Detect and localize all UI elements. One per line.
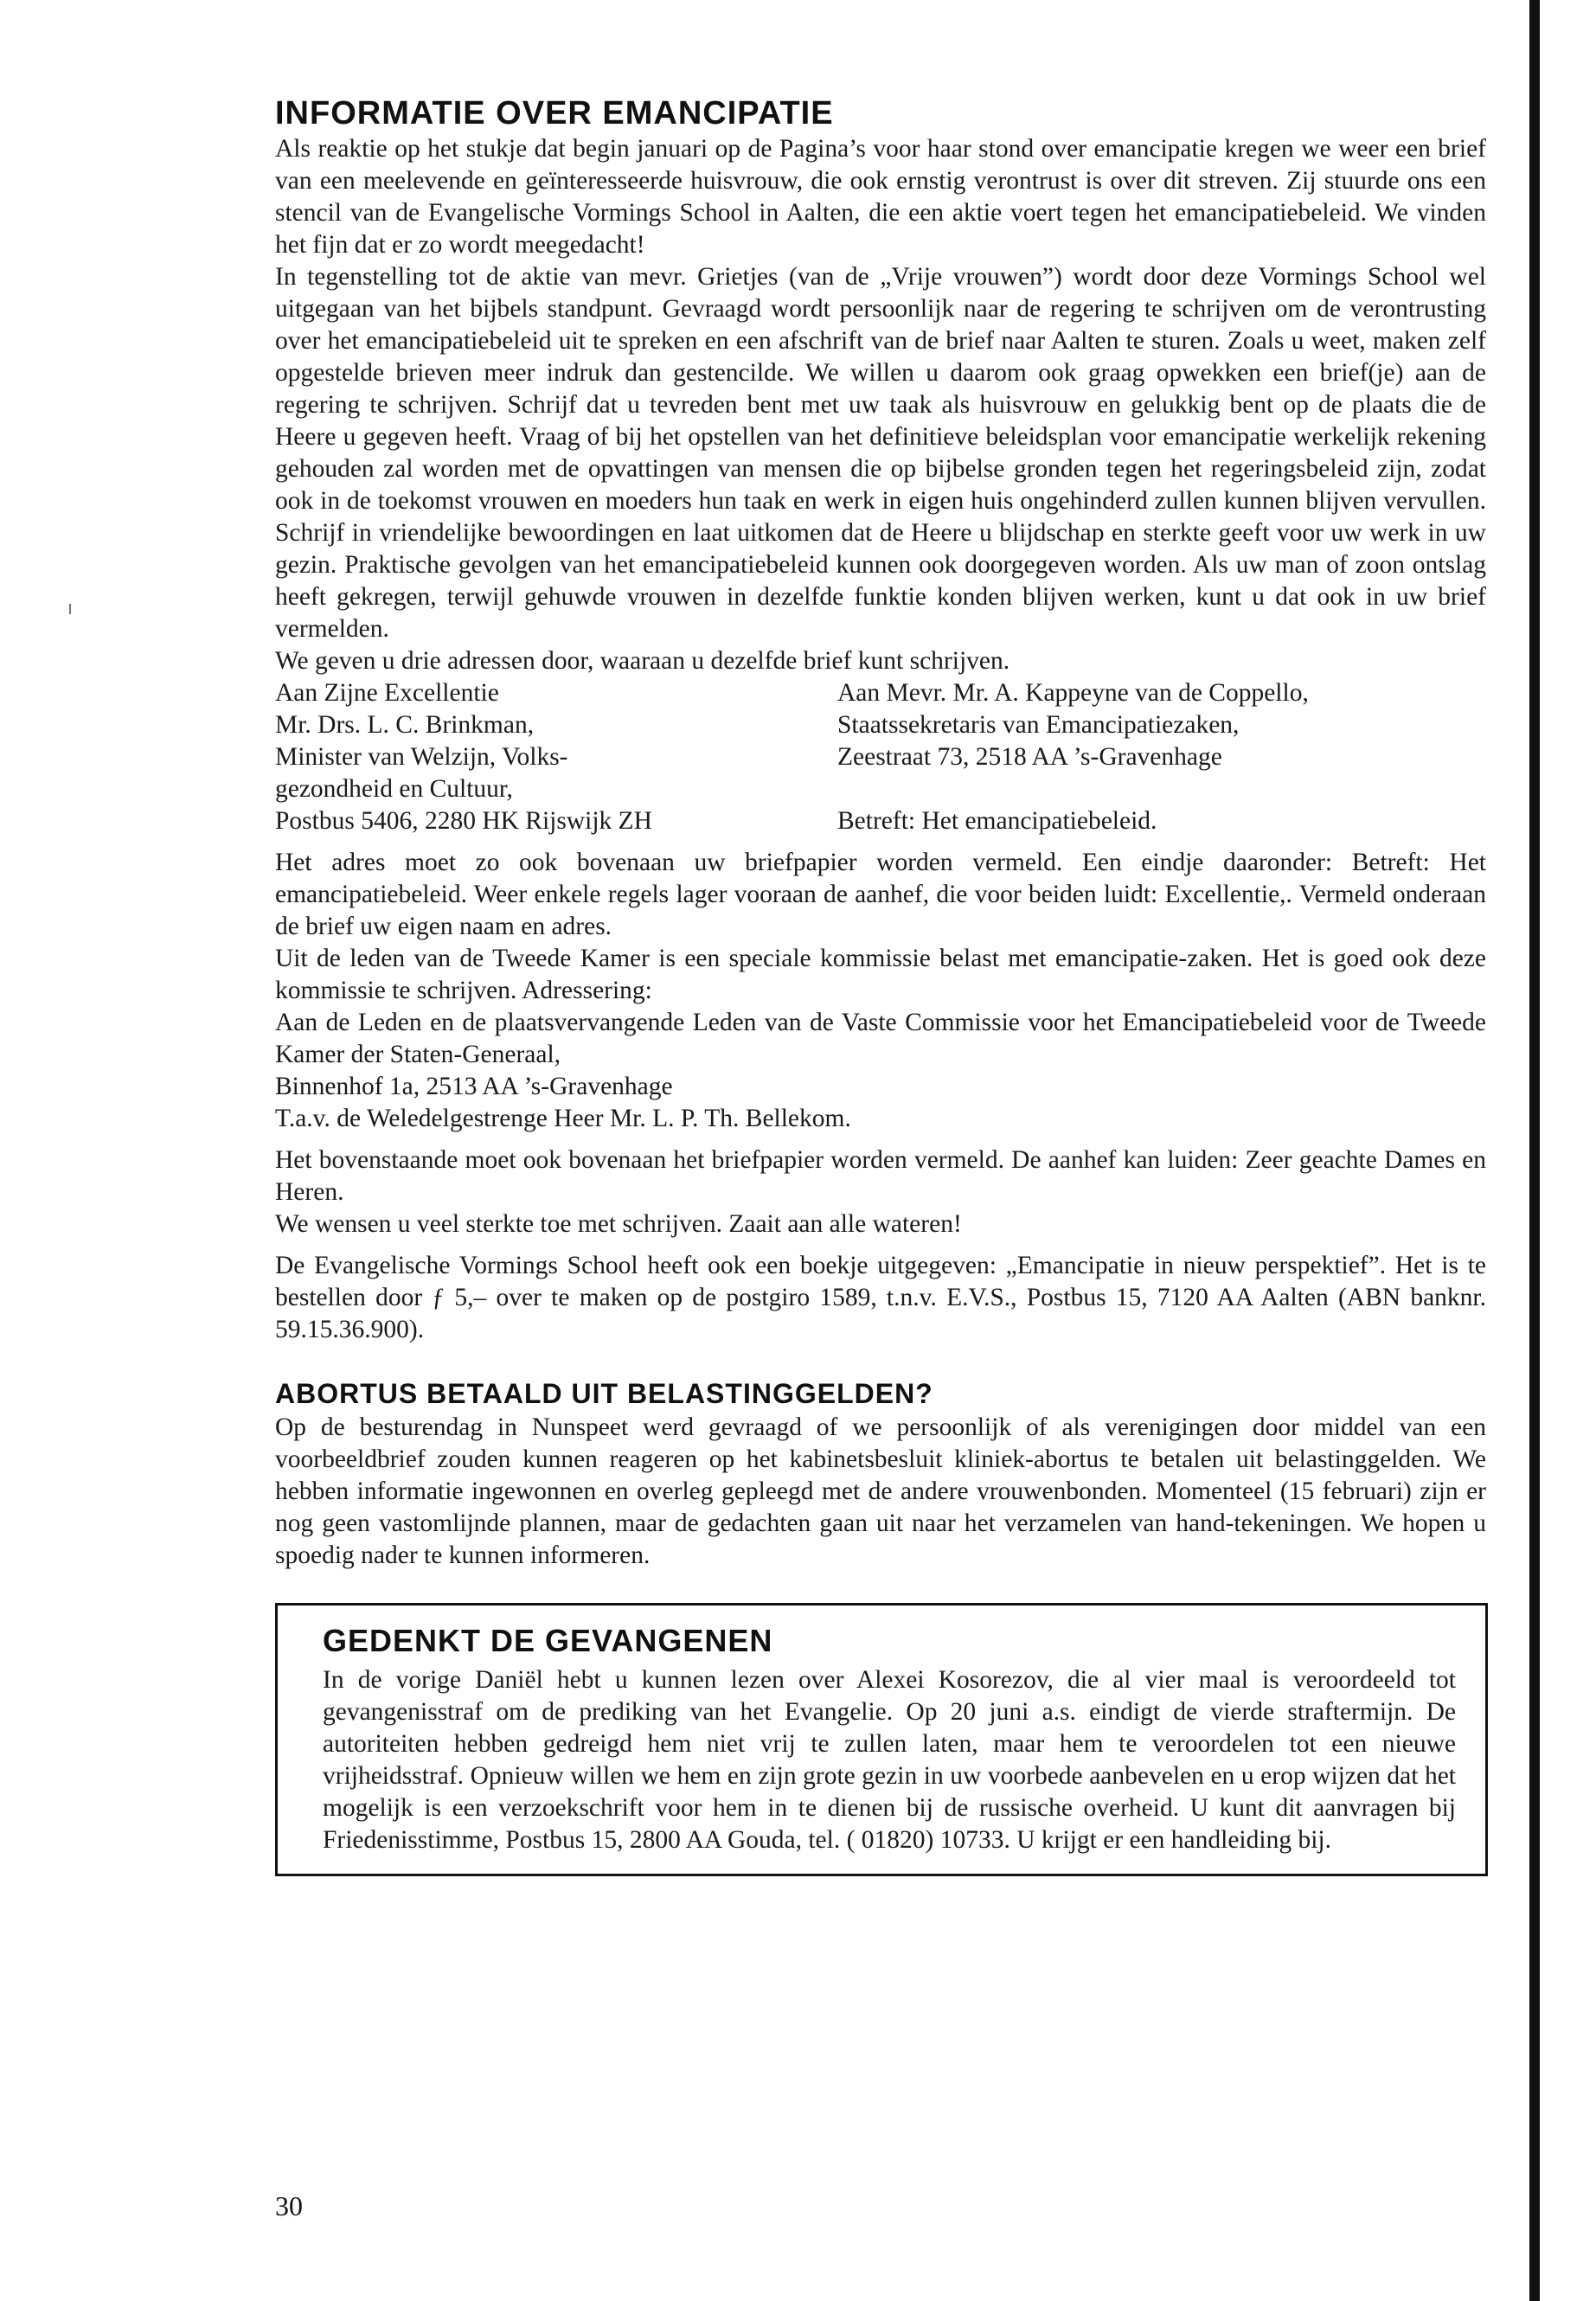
paragraph: In tegenstelling tot de aktie van mevr. Grietjes (van de „Vrije vrouwen”) wordt door deze Vormings School wel uitgegaan van het bijbels standpunt. Gevraagd wordt persoonlijk naar de regering te schrijven om de verontrusting over het emancipatiebeleid uit te spreken en een afschrift van de brief naar Aalten te sturen. Zoals u weet, maken zelf opgestelde brieven meer indruk dan gestencilde. We willen u daarom ook graag opwekken een brief(je) aan de regering te schrijven. Schrijf dat u tevreden bent met uw taak als huisvrouw en gelukkig bent op de plaats die de Heere u gegeven heeft. Vraag of bij het opstellen van het definitieve beleidsplan voor emancipatie werkelijk rekening gehouden zal worden met de opvattingen van mensen die op bijbelse gronden tegen het regeringsbeleid zijn, zodat ook in de toekomst vrouwen en moeders hun taak en werk in eigen huis ongehinderd zullen kunnen blijven vervullen. Schrijf in vriendelijke bewoordingen en laat uitkomen dat de Heere u blijdschap en sterkte geeft voor uw werk in uw gezin. Praktische gevolgen van het emancipatiebeleid kunnen ook doorgegeven worden. Als uw man of zoon ontslag heeft gekregen, terwijl gehuwde vrouwen in dezelfde funktie konden blijven werken, kunt u dat ook in uw brief vermelden. xyxy=(275,263,1486,643)
paragraph: Uit de leden van de Tweede Kamer is een speciale kommissie belast met emancipatie-zaken. Het is goed ook deze kommissie te schrijven. Adressering: xyxy=(275,945,1486,1004)
address-line xyxy=(837,773,1486,805)
paragraph: Aan de Leden en de plaatsvervangende Leden van de Vaste Commissie voor het Emancipatiebeleid voor de Tweede Kamer der Staten-Generaal, xyxy=(275,1009,1486,1068)
address-line: Postbus 5406, 2280 HK Rijswijk ZH xyxy=(275,807,652,835)
address-line: gezondheid en Cultuur, xyxy=(275,775,513,803)
paragraph: De Evangelische Vormings School heeft ook een boekje uitgegeven: „Emancipatie in nieuw perspektief”. Het is te bestellen door ƒ 5,– over te maken op de postgiro 1589, t.n.v. E.V.S., Postbus 15, 7120 AA Aalten (ABN banknr. 59.15.36.900). xyxy=(275,1252,1486,1343)
section-title-emancipatie: INFORMATIE OVER EMANCIPATIE xyxy=(275,95,834,131)
paragraph: Binnenhof 1a, 2513 AA ’s-Gravenhage xyxy=(275,1073,673,1100)
paragraph: Het bovenstaande moet ook bovenaan het briefpapier worden vermeld. De aanhef kan luiden: Zeer geachte Dames en Heren. xyxy=(275,1146,1486,1206)
section-title-abortus: ABORTUS BETAALD UIT BELASTINGGELDEN? xyxy=(275,1378,933,1409)
boxed-notice xyxy=(275,1603,1488,1876)
address-column-right xyxy=(837,677,1486,837)
address-block xyxy=(275,677,1486,837)
paragraph: In de vorige Daniël hebt u kunnen lezen over Alexei Kosorezov, die al vier maal is veroordeeld tot gevangenisstraf om de prediking van het Evangelie. Op 20 juni a.s. eindigt de vierde straftermijn. De autoriteiten hebben gedreigd hem niet vrij te zullen laten, maar hem te veroordelen tot een nieuwe vrijheidsstraf. Opnieuw willen we hem en zijn grote gezin in uw voorbede aanbevelen en u erop wijzen dat het mogelijk is een verzoekschrift voor hem in te dienen bij de russische overheid. U kunt dit aanvragen bij Friedenisstimme, Postbus 15, 2800 AA Gouda, tel. ( 01820) 10733. U krijgt er een handleiding bij. xyxy=(323,1666,1456,1854)
address-line: Aan Zijne Excellentie xyxy=(275,679,499,707)
paragraph: We wensen u veel sterkte toe met schrijven. Zaait aan alle wateren! xyxy=(275,1210,962,1238)
section-title-gevangenen: GEDENKT DE GEVANGENEN xyxy=(323,1623,773,1658)
paragraph: Op de besturendag in Nunspeet werd gevraagd of we persoonlijk of als verenigingen door middel van een voorbeeldbrief zouden kunnen reageren op het kabinetsbesluit kliniek-abortus te betalen uit belastinggelden. We hebben informatie ingewonnen en overleg gepleegd met de andere vrouwenbonden. Momenteel (15 februari) zijn er nog geen vastomlijnde plannen, maar de gedachten gaan uit naar het verzamelen van hand-tekeningen. We hopen u spoedig nader te kunnen informeren. xyxy=(275,1413,1486,1569)
address-line: Zeestraat 73, 2518 AA ’s-Gravenhage xyxy=(837,743,1222,771)
scan-mark xyxy=(69,604,71,614)
address-line: Mr. Drs. L. C. Brinkman, xyxy=(275,711,535,739)
page-edge-rule xyxy=(1529,0,1540,2301)
paragraph: T.a.v. de Weledelgestrenge Heer Mr. L. P. Th. Bellekom. xyxy=(275,1105,851,1132)
page-number: 30 xyxy=(275,2190,303,2221)
page-content xyxy=(275,93,1486,1876)
address-line: Minister van Welzijn, Volks- xyxy=(275,743,568,771)
paragraph: We geven u drie adressen door, waaraan u dezelfde brief kunt schrijven. xyxy=(275,647,1010,675)
address-line: Betreft: Het emancipatiebeleid. xyxy=(837,807,1157,835)
paragraph: Als reaktie op het stukje dat begin januari op de Pagina’s voor haar stond over emancipatie kregen we weer een brief van een meelevende en geïnteresseerde huisvrouw, die ook ernstig verontrust is over dit streven. Zij stuurde ons een stencil van de Evangelische Vormings School in Aalten, die een aktie voert tegen het emancipatiebeleid. We vinden het fijn dat er zo wordt meegedacht! xyxy=(275,135,1486,259)
paragraph: Het adres moet zo ook bovenaan uw briefpapier worden vermeld. Een eindje daaronder: Betreft: Het emancipatiebeleid. Weer enkele regels lager vooraan de aanhef, die voor beiden luidt: Excellentie,. Vermeld onderaan de brief uw eigen naam en adres. xyxy=(275,849,1486,940)
address-line: Aan Mevr. Mr. A. Kappeyne van de Coppello, xyxy=(837,679,1309,707)
address-line: Staatssekretaris van Emancipatiezaken, xyxy=(837,711,1240,739)
address-column-left xyxy=(275,677,837,837)
